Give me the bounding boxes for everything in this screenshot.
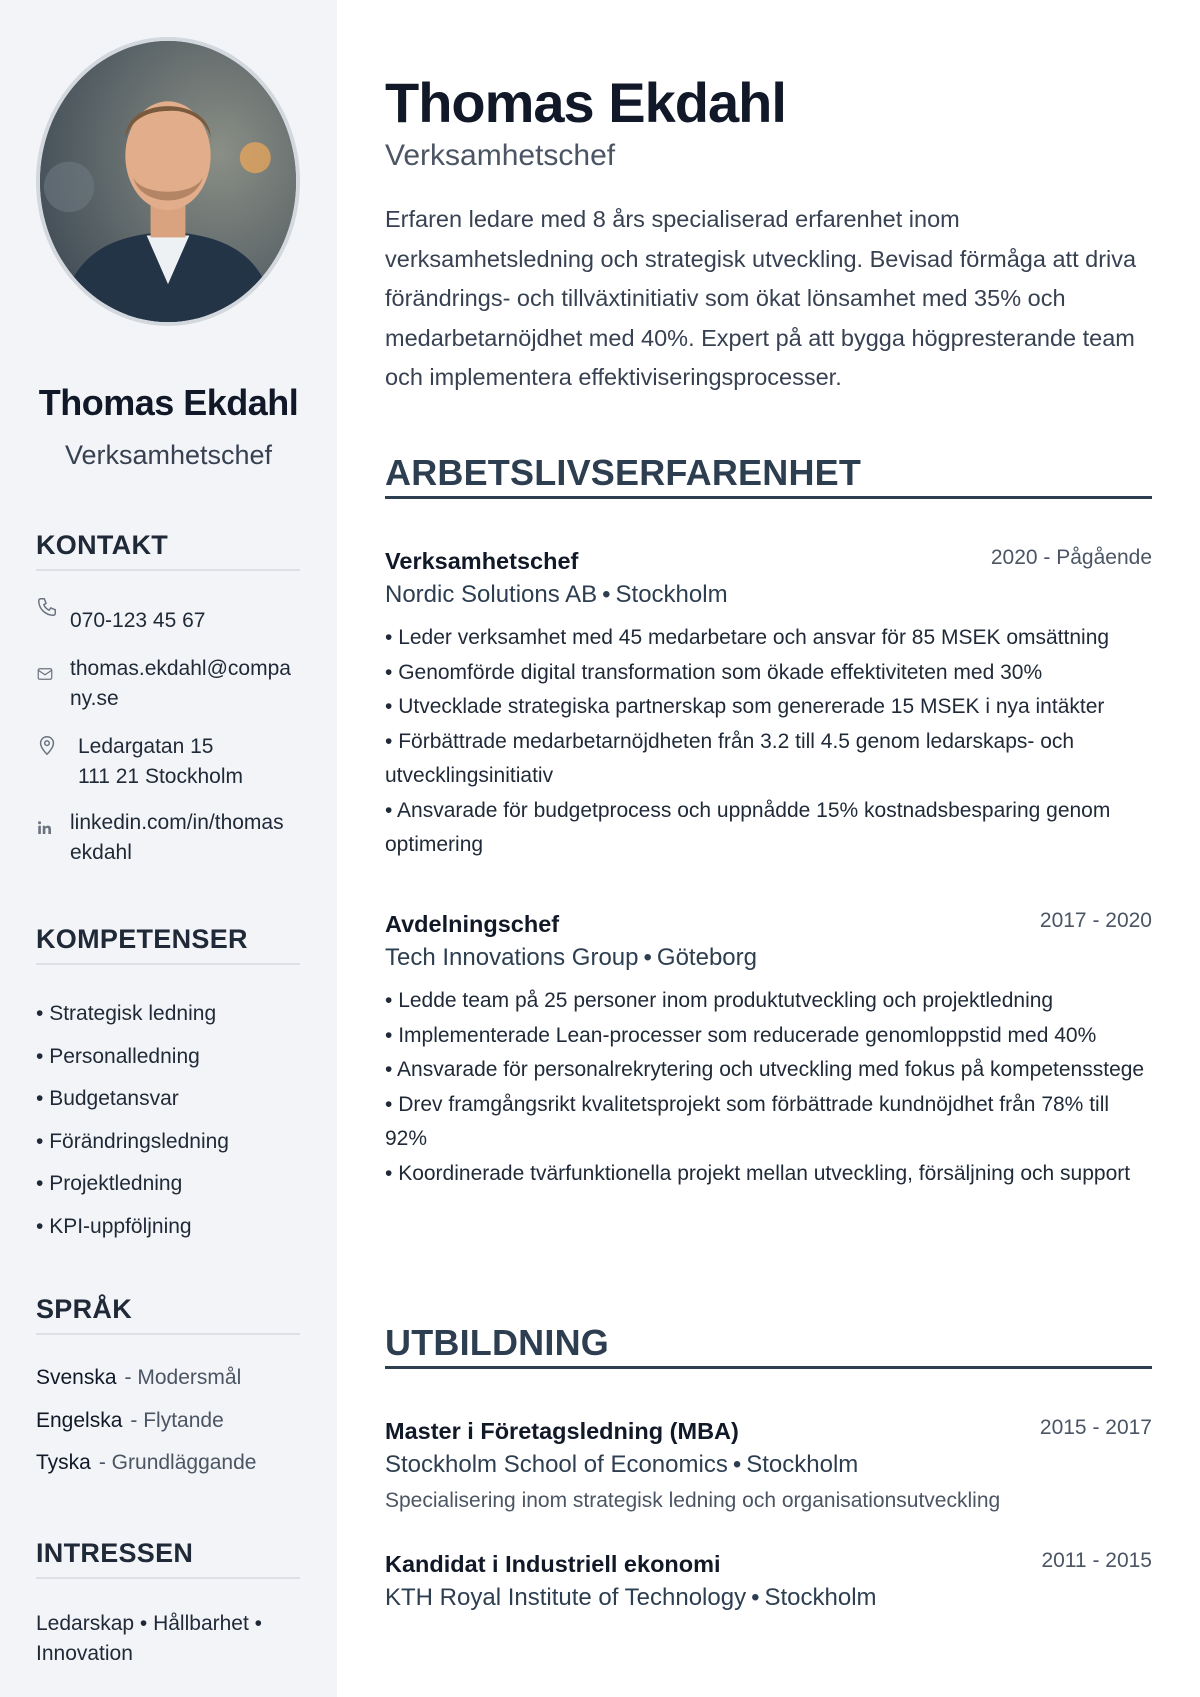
interests-section [36, 1538, 300, 1669]
job-dates: 2017 - 2020 [1039, 909, 1152, 932]
interests-heading: INTRESSEN [36, 1538, 300, 1579]
list-item: • Leder verksamhet med 45 medarbetare och ansvar för 85 MSEK omsättning [385, 621, 1152, 656]
job-title: Verksamhetschef [385, 139, 616, 172]
job-company: Nordic Solutions AB • Stockholm [385, 581, 728, 608]
job-title: Verksamhetschef [385, 548, 579, 574]
skill-item: • Budgetansvar [36, 1084, 300, 1127]
education-school: Stockholm School of Economics • Stockholm [385, 1451, 859, 1478]
language-name: Svenska [36, 1366, 117, 1389]
languages-heading: SPRÅK [36, 1294, 300, 1335]
page-title: Thomas Ekdahl [385, 71, 786, 134]
sidebar-job-title: Verksamhetschef [64, 440, 273, 470]
profile-summary: Erfaren ledare med 8 års specialiserad erfarenhet inom verksamhetsledning och strategisk utveckling. Bevisad förmåga att driva förändrings- och tillväxtinitiativ som ökat lönsamhet med 35% och medarbetarnöjdhet med 40%. Expert på att bygga högpresterande team och implementera effektiviseringsprocesser. [385, 206, 1137, 390]
skill-item: • Förändringsledning [36, 1127, 300, 1170]
education-heading: UTBILDNING [385, 1322, 1152, 1369]
contact-list [36, 594, 300, 884]
experience-heading: ARBETSLIVSERFARENHET [385, 452, 1152, 499]
list-item: • Utvecklade strategiska partnerskap som genererade 15 MSEK i nya intäkter [385, 690, 1152, 725]
profile-photo [36, 37, 300, 326]
job-dates: 2020 - Pågående [990, 546, 1152, 569]
sidebar-name: Thomas Ekdahl [38, 382, 299, 423]
skill-item: • Projektledning [36, 1169, 300, 1212]
skill-item: • Strategisk ledning [36, 999, 300, 1042]
job-entry [385, 911, 1152, 1191]
skill-item: • KPI-uppföljning [36, 1212, 300, 1255]
list-item: • Ansvarade för personalrekrytering och utveckling med fokus på kompetensstege [385, 1053, 1152, 1088]
education-school: KTH Royal Institute of Technology • Stockholm [385, 1584, 877, 1611]
skills-section [36, 924, 300, 1254]
skills-heading: KOMPETENSER [36, 924, 300, 965]
education-entry [385, 1551, 1152, 1612]
language-item [36, 1363, 300, 1406]
list-item: • Drev framgångsrikt kvalitetsprojekt som förbättrade kundnöjdhet från 78% till 92% [385, 1088, 1152, 1157]
languages-list [36, 1363, 300, 1491]
contact-heading: KONTAKT [36, 530, 300, 571]
linkedin-icon [36, 816, 56, 836]
contact-section [36, 530, 300, 571]
list-item: • Förbättrade medarbetarnöjdheten från 3.2 till 4.5 genom ledarskaps- och utvecklingsinitiativ [385, 725, 1152, 794]
location-pin-icon [36, 734, 56, 754]
list-item: • Genomförde digital transformation som ökade effektiviteten med 30% [385, 656, 1152, 691]
skills-list [36, 999, 300, 1254]
phone-number[interactable]: 070-123 45 67 [70, 609, 206, 632]
list-item: • Koordinerade tvärfunktionella projekt mellan utveckling, försäljning och support [385, 1157, 1152, 1192]
language-item [36, 1406, 300, 1449]
education-note: Specialisering inom strategisk ledning och organisationsutveckling [385, 1489, 1001, 1512]
language-level: - Flytande [130, 1408, 224, 1432]
job-bullets [385, 621, 1152, 863]
job-title: Avdelningschef [385, 911, 560, 937]
language-name: Tyska [36, 1451, 91, 1474]
interests-text: Ledarskap • Hållbarhet • Innovation [36, 1612, 262, 1665]
list-item: • Implementerade Lean-processer som reducerade genomloppstid med 40% [385, 1019, 1152, 1054]
language-level: - Modersmål [124, 1366, 242, 1389]
mail-icon [36, 662, 56, 682]
languages-section [36, 1294, 300, 1491]
language-name: Engelska [36, 1408, 123, 1432]
education-dates: 2015 - 2017 [1039, 1416, 1152, 1439]
sidebar [0, 0, 337, 1697]
phone-icon [36, 596, 56, 616]
address-text: Ledargatan 15 111 21 Stockholm [78, 735, 243, 788]
email-address[interactable]: thomas.ekdahl@compa ny.se [70, 657, 291, 710]
linkedin-link[interactable]: linkedin.com/in/thomas ekdahl [70, 811, 284, 864]
degree-title: Master i Företagsledning (MBA) [385, 1418, 739, 1444]
skill-item: • Personalledning [36, 1042, 300, 1085]
list-item: • Ansvarade för budgetprocess och uppnådde 15% kostnadsbesparing genom optimering [385, 794, 1152, 863]
education-entry [385, 1418, 1152, 1513]
language-level: - Grundläggande [98, 1451, 257, 1474]
job-company: Tech Innovations Group • Göteborg [385, 944, 757, 971]
job-bullets [385, 984, 1152, 1191]
list-item: • Ledde team på 25 personer inom produktutveckling och projektledning [385, 984, 1152, 1019]
language-item [36, 1448, 300, 1491]
education-dates: 2011 - 2015 [1041, 1549, 1152, 1572]
portrait-image [40, 41, 296, 322]
job-entry [385, 548, 1152, 863]
degree-title: Kandidat i Industriell ekonomi [385, 1551, 721, 1577]
